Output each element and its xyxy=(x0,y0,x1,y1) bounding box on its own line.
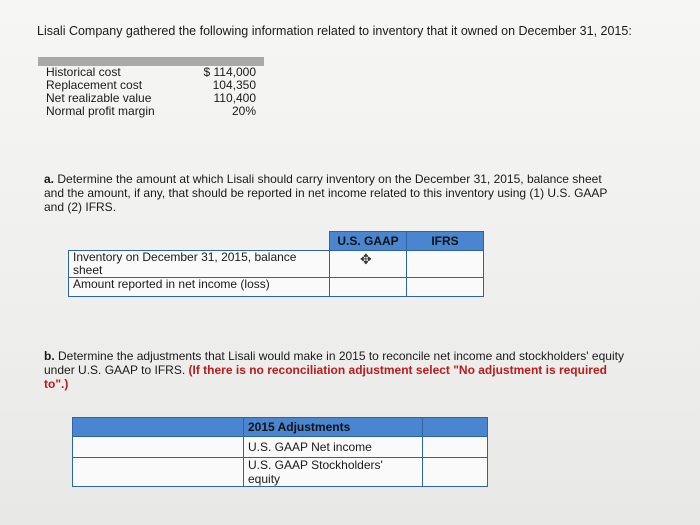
inventory-info-table xyxy=(38,57,264,118)
net-income-adjustment-amount[interactable] xyxy=(423,437,488,458)
question-a xyxy=(44,172,614,214)
net-income-us-gaap-input[interactable] xyxy=(330,278,407,297)
header-blank-right xyxy=(423,418,488,437)
col-header-us-gaap: U.S. GAAP xyxy=(330,232,407,251)
equity-adjustment-amount[interactable] xyxy=(423,458,488,487)
col-header-ifrs: IFRS xyxy=(407,232,484,251)
info-label: Normal profit margin xyxy=(46,104,155,118)
row-label-inventory: Inventory on December 31, 2015, balance sheet xyxy=(69,251,330,278)
info-row xyxy=(38,105,264,118)
table-row xyxy=(73,458,488,487)
info-value: 20% xyxy=(231,104,256,118)
question-b-note: (If there is no reconciliation adjustment select "No adjustment is required to".) xyxy=(44,363,607,391)
row-label-net-income: Amount reported in net income (loss) xyxy=(69,278,330,297)
question-a-label: a. xyxy=(44,172,55,186)
net-income-ifrs-input[interactable] xyxy=(407,278,484,297)
info-value: 104,350 xyxy=(212,78,256,92)
info-value: $ 114,000 xyxy=(203,65,256,79)
net-income-adjustment-select[interactable] xyxy=(73,437,244,458)
info-label: Net realizable value xyxy=(46,91,152,105)
inventory-ifrs-input[interactable] xyxy=(407,251,484,278)
info-label: Historical cost xyxy=(46,65,121,79)
inventory-us-gaap-input[interactable] xyxy=(330,251,407,278)
table-row xyxy=(69,251,484,278)
table-row xyxy=(73,437,488,458)
equity-adjustment-select[interactable] xyxy=(73,458,244,487)
row-label-stockholders-equity: U.S. GAAP Stockholders' equity xyxy=(244,458,423,487)
answer-table-a xyxy=(68,231,484,297)
header-blank-left xyxy=(73,418,244,437)
question-b xyxy=(44,349,624,391)
question-a-text: Determine the amount at which Lisali should carry inventory on the December 31, 2015, balance sheet and the amount, if any, that should be reported in net income related to this inventory using (1) U.S. GAAP and (2) IFRS. xyxy=(44,172,608,214)
question-b-text: Determine the adjustments that Lisali would make in 2015 to reconcile net income and stockholders' equity under U.S. GAAP to IFRS. xyxy=(44,349,624,377)
info-label: Replacement cost xyxy=(46,78,143,92)
table-row xyxy=(69,278,484,297)
intro-text: Lisali Company gathered the following information related to inventory that it owned on December 31, 2015: xyxy=(37,24,632,38)
question-b-label: b. xyxy=(44,349,55,363)
adjustments-table xyxy=(72,417,488,487)
row-label-net-income: U.S. GAAP Net income xyxy=(244,437,423,458)
move-cursor-icon: ✥ xyxy=(360,251,372,267)
blank-header xyxy=(69,232,330,251)
col-header-2015-adjustments: 2015 Adjustments xyxy=(244,418,423,437)
info-value: 110,400 xyxy=(213,91,256,105)
